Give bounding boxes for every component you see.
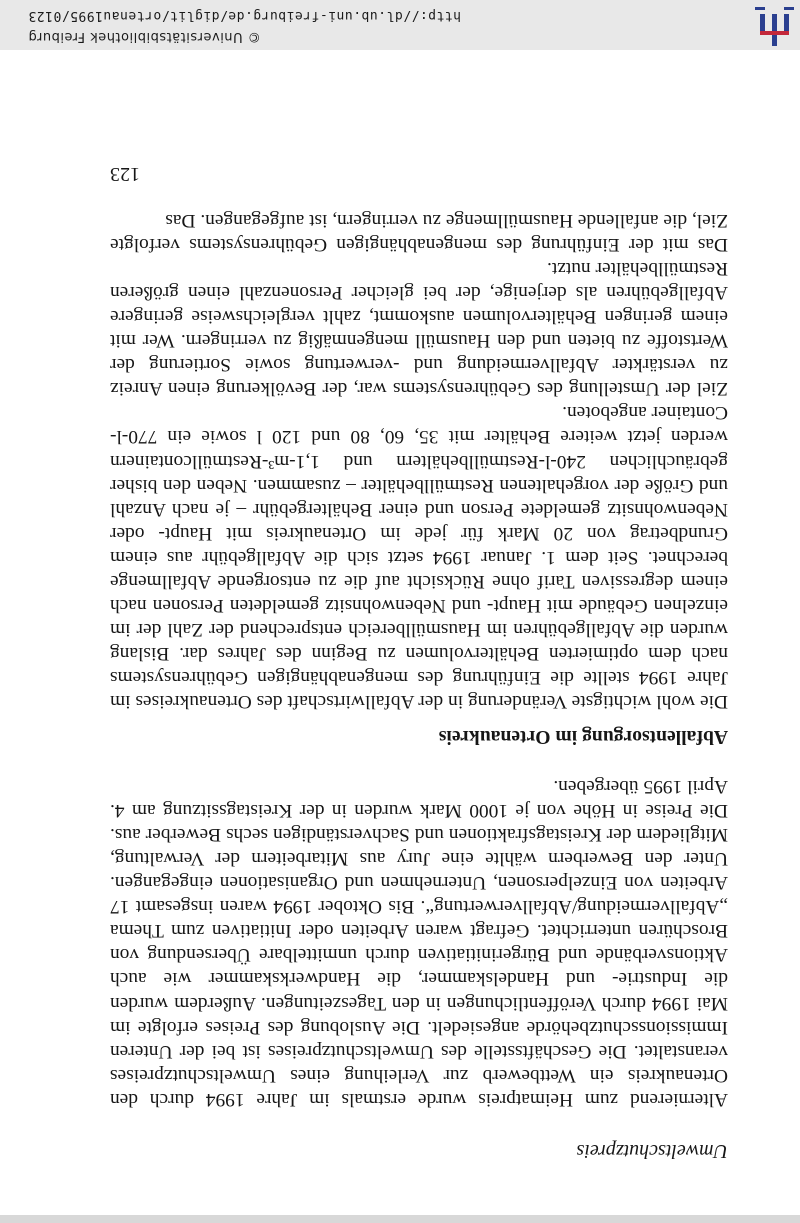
library-footer-bar bbox=[0, 0, 800, 50]
paragraph-ergebnis: Das mit der Einführung des mengenabhängigen Gebührensystems verfolgte Ziel, die anfallende Hausmüllmenge zu verringern, ist aufgegangen. Das bbox=[110, 209, 728, 255]
scan-edge bbox=[0, 1215, 800, 1223]
paragraph-umweltschutzpreis: Alternierend zum Heimatpreis wurde erstmals im Jahre 1994 durch den Ortenaukreis ein Wettbewerb zur Verleihung eines Umweltschutzpreises veranstaltet. Die Geschäftsstelle des Umweltschutzpreises ist bei der Unteren Immissionsschutzbehörde angesiedelt. Die Auslobung des Preises erfolgte im Mai 1994 durch Veröffentlichungen in den Tageszeitungen. Außerdem wurden die Industrie- und Handelskammer, die Handwerkskammer wie auch Aktionsverbände und Bürgerinitiativen durch unmittelbare Übersendung von Broschüren unterrichtet. Gefragt waren Arbeiten oder Initiativen zum Thema „Abfallvermeidung/Abfallverwertung“. Bis Oktober 1994 waren insgesamt 17 Arbeiten von Einzelpersonen, Unternehmen und Organisationen eingegangen. Unter den Bewerbern wählte eine Jury aus Mitarbeitern der Verwaltung, Mitgliedern der Kreistagsfraktionen und Sachverständigen sechs Bewerber aus. Die Preise in Höhe von je 1000 Mark wurden in der Kreistagssitzung am 4. April 1995 übergeben. bbox=[110, 775, 728, 1110]
paragraph-ziel-umstellung: Ziel der Umstellung des Gebührensystems war, der Bevölkerung einen Anreiz zu verstärkter Abfallvermeidung und -verwertung sowie Sortierung der Wertstoffe zu bieten und den Hausmüll mengenmäßig zu verringern. Wer mit einem geringen Behältervolumen auskommt, zahlt vergleichsweise geringere Abfallgebühren als derjenige, der bei gleicher Personenzahl einen größeren Restmüllbehälter nutzt. bbox=[110, 257, 728, 400]
copyright-notice: © Universitätsbibliothek Freiburg bbox=[28, 29, 261, 44]
section-heading-abfallentsorgung: Abfallentsorgung im Ortenaukreis bbox=[438, 725, 728, 747]
source-url-link[interactable]: http://dl.ub.uni-freiburg.de/diglit/ortenau1995/0123 bbox=[28, 8, 461, 23]
paragraph-gebuehrensystem: Die wohl wichtigste Veränderung in der Abfallwirtschaft des Ortenaukreises im Jahre 1994 stellte die Einführung des mengenabhängigen Gebührensystems nach dem optimierten Behältervolumen zu Beginn des Jahres dar. Bislang wurden die Abfallgebühren im Hausmüllbereich entsprechend der Zahl der im einzelnen Gebäude mit Haupt- und Nebenwohnsitz gemeldeten Personen nach einem degressiven Tarif ohne Rücksicht auf die zu entsorgende Abfallmenge berechnet. Seit dem 1. Januar 1994 setzt sich die Abfallgebühr aus einem Grundbetrag von 20 Mark für jede im Ortenaukreis mit Haupt- oder Nebenwohnsitz gemeldete Person und einer Behältergebühr – je nach Anzahl und Größe der vorgehaltenen Restmüllbehälter – zusammen. Neben den bisher gebräuchlichen 240-l-Restmüllbehältern und 1,1-m³-Restmüllcontainern werden jetzt weitere Behälter mit 35, 60, 80 und 120 l sowie ein 770-l-Container angeboten. bbox=[110, 402, 728, 713]
page-number: 123 bbox=[110, 162, 140, 185]
document-page bbox=[110, 161, 728, 1163]
section-heading-umweltschutzpreis: Umweltschutzpreis bbox=[576, 1140, 728, 1162]
ub-freiburg-logo-icon[interactable] bbox=[754, 6, 794, 46]
